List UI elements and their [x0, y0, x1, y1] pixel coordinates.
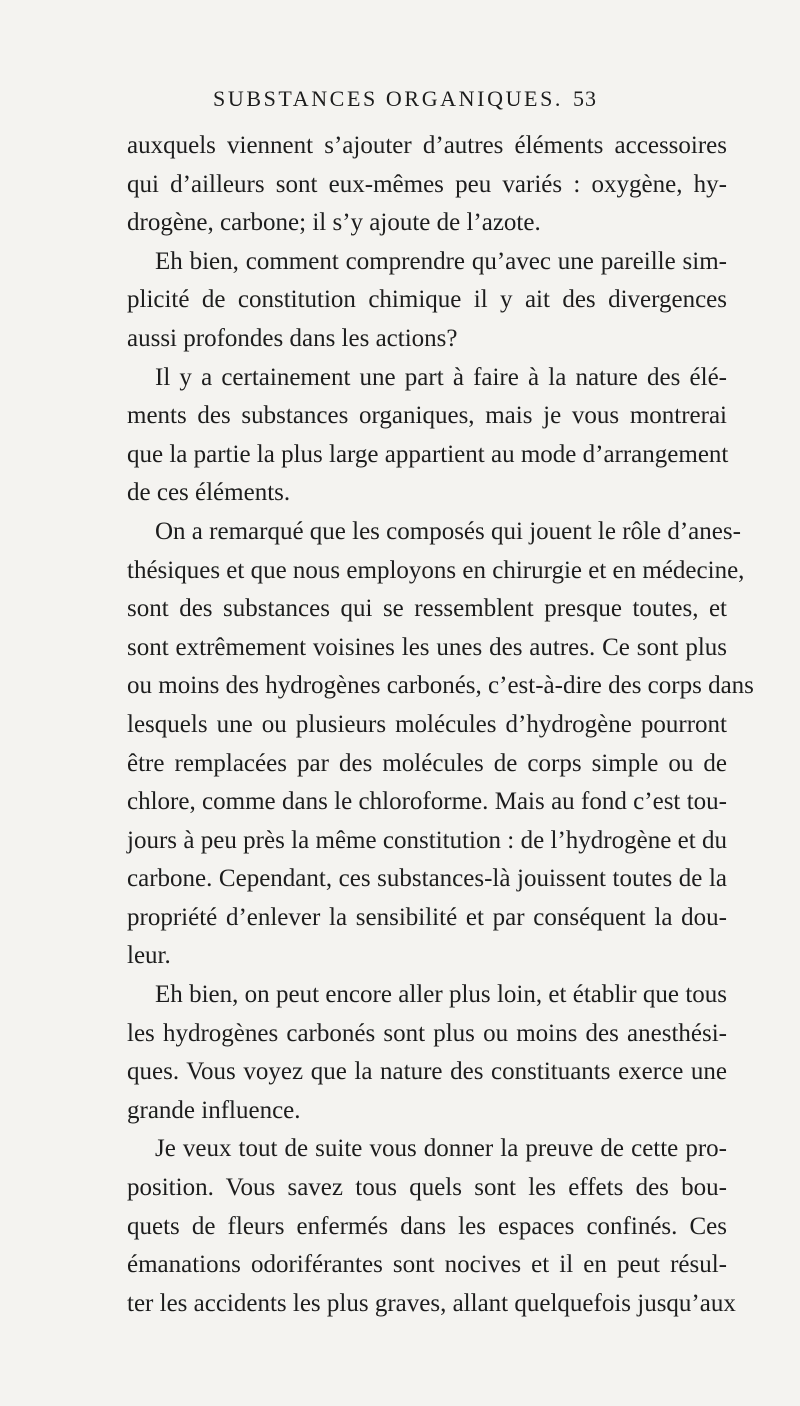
text-line: position. Vous savez tous quels sont les effets des bou- — [127, 1174, 727, 1202]
text-line: grande influence. — [127, 1096, 301, 1124]
text-line: ter les accidents les plus graves, allant quelquefois jusqu’aux — [127, 1289, 736, 1317]
text-line: que la partie la plus large appartient au mode d’arrangement — [127, 440, 729, 468]
text-line: qui d’ailleurs sont eux-mêmes peu variés : oxygène, hy- — [127, 170, 727, 198]
text-line: ments des substances organiques, mais je vous montrerai — [127, 402, 727, 430]
text-line: thésiques et que nous employons en chirurgie et en médecine, — [127, 556, 745, 584]
text-line: lesquels une ou plusieurs molécules d’hydrogène pourront — [127, 710, 727, 738]
text-line: les hydrogènes carbonés sont plus ou moins des anesthési- — [127, 1019, 727, 1047]
text-line: quets de fleurs enfermés dans les espaces confinés. Ces — [127, 1212, 727, 1240]
text-line: jours à peu près la même constitution : de l’hydrogène et du — [127, 826, 727, 854]
text-line: On a remarqué que les composés qui jouent le rôle d’anes- — [155, 517, 741, 545]
text-line: ques. Vous voyez que la nature des constituants exerce une — [127, 1058, 727, 1086]
text-line: de ces éléments. — [127, 479, 291, 507]
text-line: propriété d’enlever la sensibilité et par conséquent la dou- — [127, 903, 727, 931]
text-line: drogène, carbone; il s’y ajoute de l’azote. — [127, 209, 541, 237]
page-header — [213, 84, 597, 118]
running-head: SUBSTANCES ORGANIQUES. — [213, 86, 564, 111]
text-line: sont des substances qui se ressemblent presque toutes, et — [127, 595, 727, 623]
body-text — [127, 127, 754, 1323]
text-line: sont extrêmement voisines les unes des autres. Ce sont plus — [127, 633, 727, 661]
text-line: Eh bien, on peut encore aller plus loin, et établir que tous — [155, 981, 727, 1009]
text-line: auxquels viennent s’ajouter d’autres éléments accessoires — [127, 132, 727, 159]
text-line: Eh bien, comment comprendre qu’avec une pareille sim- — [155, 247, 727, 275]
text-line: plicité de constitution chimique il y ait des divergences — [127, 286, 727, 314]
text-line: carbone. Cependant, ces substances-là jouissent toutes de la — [127, 865, 727, 893]
text-line: leur. — [127, 942, 171, 970]
text-line: Je veux tout de suite vous donner la preuve de cette pro- — [155, 1135, 727, 1163]
text-line: chlore, comme dans le chloroforme. Mais au fond c’est tou- — [127, 788, 727, 816]
text-line: émanations odoriférantes sont nocives et il en peut résul- — [127, 1251, 727, 1279]
text-line: être remplacées par des molécules de corps simple ou de — [127, 749, 727, 777]
text-line: aussi profondes dans les actions? — [127, 324, 458, 352]
page-number: 53 — [573, 86, 597, 111]
text-line: ou moins des hydrogènes carbonés, c’est-à-dire des corps dans — [127, 672, 754, 700]
text-line: Il y a certainement une part à faire à la nature des élé- — [155, 363, 727, 391]
